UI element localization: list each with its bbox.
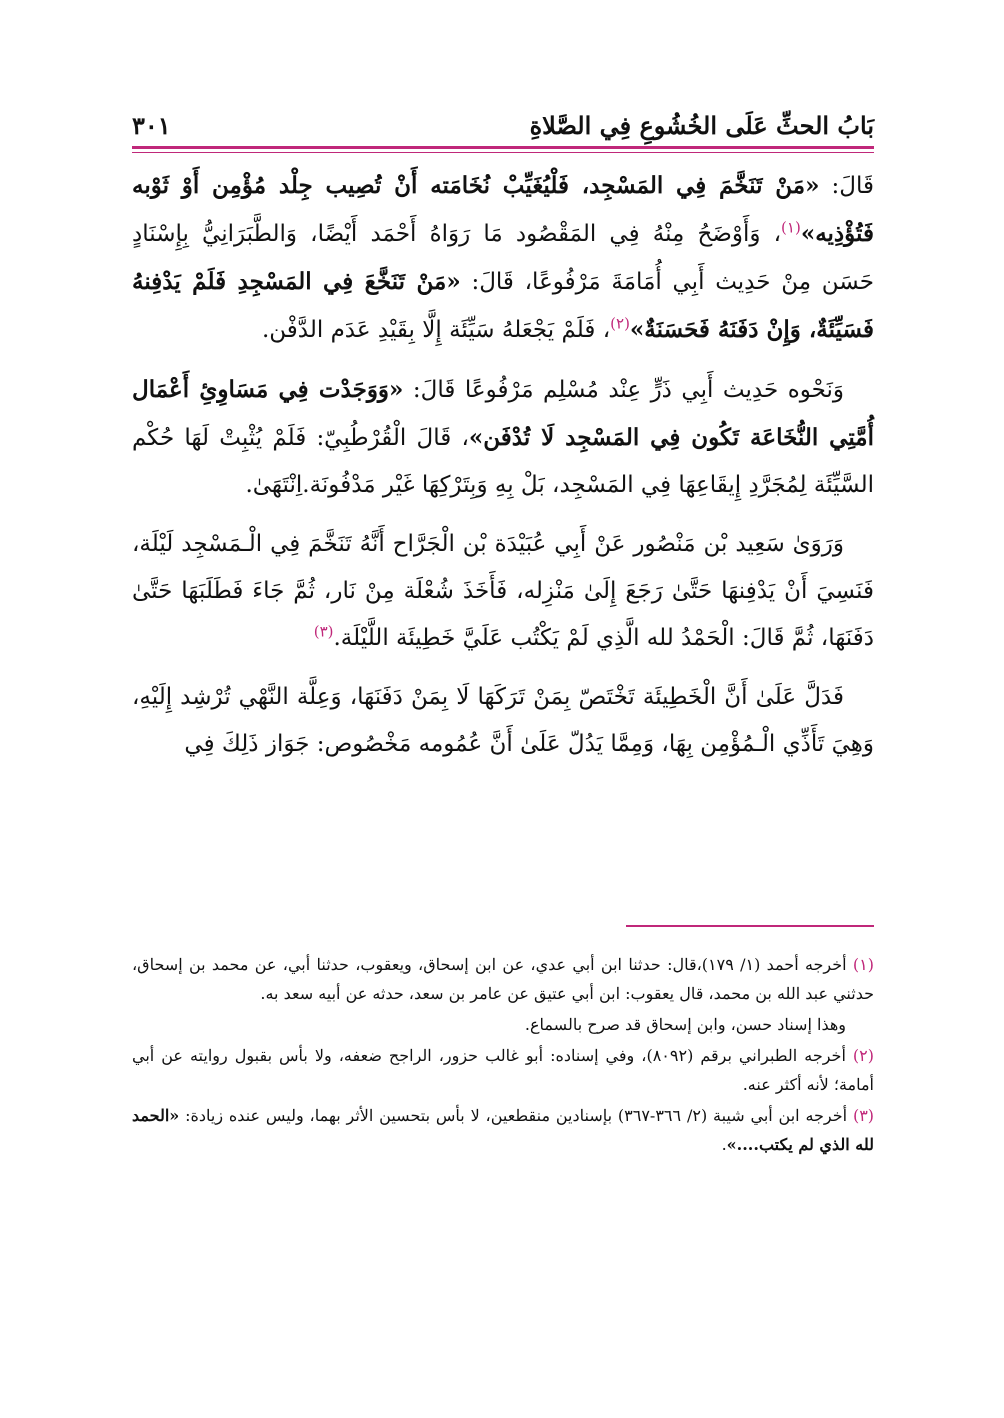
header-rule-thin: [132, 152, 874, 153]
text-span: وَرَوَىٰ سَعِيد بْن مَنْصُور عَنْ أَبِي عُبَيْدَة بْن الْجَرَّاح أَنَّهُ تَنَخَّمَ فِي الْـمَسْجِد لَيْلَة، فَنَسِيَ أَنْ يَدْفِنهَا حَتَّىٰ رَجَعَ إِلَىٰ مَنْزِله، فَأَخَذَ شُعْلَة مِنْ نَار، ثُمَّ جَاءَ فَطَلَبَهَا حَتَّىٰ دَفَنَهَا، ثُمَّ قَالَ: الْحَمْدُ لله الَّذِي لَمْ يَكْتُب عَلَيَّ خَطِيئَة اللَّيْلَة.: [132, 531, 874, 651]
paragraph-1: [132, 162, 874, 354]
text-span: ، قَالَ الْقُرْطُبِيّ: فَلَمْ يُثْبِتْ لَهَا حُكْم السَّيِّئَة لِمُجَرَّدِ إِيقَاعِهَا فِي المَسْجِد، بَلْ بِهِ وَبِتَرْكِهَا غَيْر مَدْفُونَة.اِنْتَهَىٰ.: [132, 425, 874, 498]
footnote-1-note: وهذا إسناد حسن، وابن إسحاق قد صرح بالسماع.: [524, 1015, 846, 1034]
header-rule-thick: [132, 146, 874, 149]
footnotes: [132, 950, 874, 1161]
paragraph-4: [132, 674, 874, 768]
footnote-text: أخرجه ابن أبي شيبة (٢/ ٣٦٦-٣٦٧) بإسنادين منقطعين، لا بأس بتحسين الأثر بهما، وليس عنده زيادة:: [179, 1106, 848, 1125]
footnote-1: [132, 950, 874, 1008]
text-span: ، وَأَوْضَحُ مِنْهُ فِي المَقْصُود مَا رَوَاهُ أَحْمَد أَيْضًا، وَالطَّبَرَانِيُّ بِإِسْنَادٍ حَسَن مِنْ حَدِيث أَبِي أُمَامَةَ مَرْفُوعًا، قَالَ:: [132, 221, 874, 295]
chapter-title: بَابُ الحثِّ عَلَى الخُشُوعِ فِي الصَّلاةِ: [529, 111, 874, 140]
footnote-quote: «الحمد لله الذي لم يكتب....»: [132, 1106, 874, 1154]
page-number: ٣٠١: [132, 111, 171, 140]
footnote-text: أخرجه الطبراني برقم (٨٠٩٢)، وفي إسناده: أبو غالب حزور، الراجح ضعفه، ولا بأس بقبول روايته عن أبي أمامة؛ لأنه أكثر عنه.: [132, 1046, 874, 1094]
footnote-ref-1[interactable]: (١): [781, 218, 801, 237]
footnote-separator: [626, 925, 874, 927]
footnote-number: (١): [852, 955, 874, 974]
hadith-quote: «مَنْ تَنَخَّمَ فِي المَسْجِد، فَلْيُغَيِّبْ نُخَامَته أَنْ تُصِيب جِلْد مُؤْمِن أَوْ ثَوْبه فَتُؤْذِيه»: [132, 172, 874, 247]
hadith-quote: «مَنْ تَنَخَّعَ فِي المَسْجِدِ فَلَمْ يَدْفِنهُ فَسَيِّئَةٌ، وَإِنْ دَفَنَهُ فَحَسَنَةٌ»: [132, 268, 874, 343]
running-header: [132, 108, 874, 148]
hadith-quote: «وَوَجَدْت فِي مَسَاوِئِ أَعْمَال أُمَّتِي النُّخَاعَة تَكُون فِي المَسْجِد لَا تُدْفَن»: [132, 376, 874, 451]
footnote-end: .: [721, 1135, 727, 1154]
text-span: وَنَحْوه حَدِيث أَبِي ذَرٍّ عِنْد مُسْلِم مَرْفُوعًا قَالَ:: [403, 377, 844, 403]
main-text: [132, 162, 874, 780]
paragraph-2: [132, 366, 874, 509]
footnote-ref-2[interactable]: (٢): [610, 314, 630, 333]
footnote-3: [132, 1101, 874, 1159]
footnote-text: أخرجه أحمد (١/ ١٧٩)،قال: حدثنا ابن أبي عدي، عن ابن إسحاق، ويعقوب، حدثنا أبي، عن محمد بن إسحاق، حدثني عبد الله بن محمد، قال يعقوب: ابن أبي عتيق عن عامر بن سعد، حدثه عن أبيه سعد به.: [132, 955, 874, 1003]
text-span: ، فَلَمْ يَجْعَلهُ سَيِّئَة إِلَّا بِقَيْدِ عَدَم الدَّفْن.: [261, 317, 611, 343]
text-span: فَدَلَّ عَلَىٰ أَنَّ الْخَطِيئَة تَخْتَصّ بِمَنْ تَرَكَهَا لَا بِمَنْ دَفَنَهَا، وَعِلَّة النَّهْي تُرْشِد إِلَيْهِ، وَهِيَ تَأَذِّي الْـمُؤْمِن بِهَا، وَمِمَّا يَدُلّ عَلَىٰ أَنَّ عُمُومه مَخْصُوص: جَوَاز ذَلِكَ فِي: [132, 684, 874, 757]
text-span: قَالَ:: [819, 173, 874, 199]
footnote-ref-3[interactable]: (٣): [313, 622, 334, 641]
footnote-2: [132, 1041, 874, 1099]
footnote-number: (٣): [852, 1106, 875, 1125]
footnote-number: (٢): [852, 1046, 874, 1065]
paragraph-3: [132, 521, 874, 662]
